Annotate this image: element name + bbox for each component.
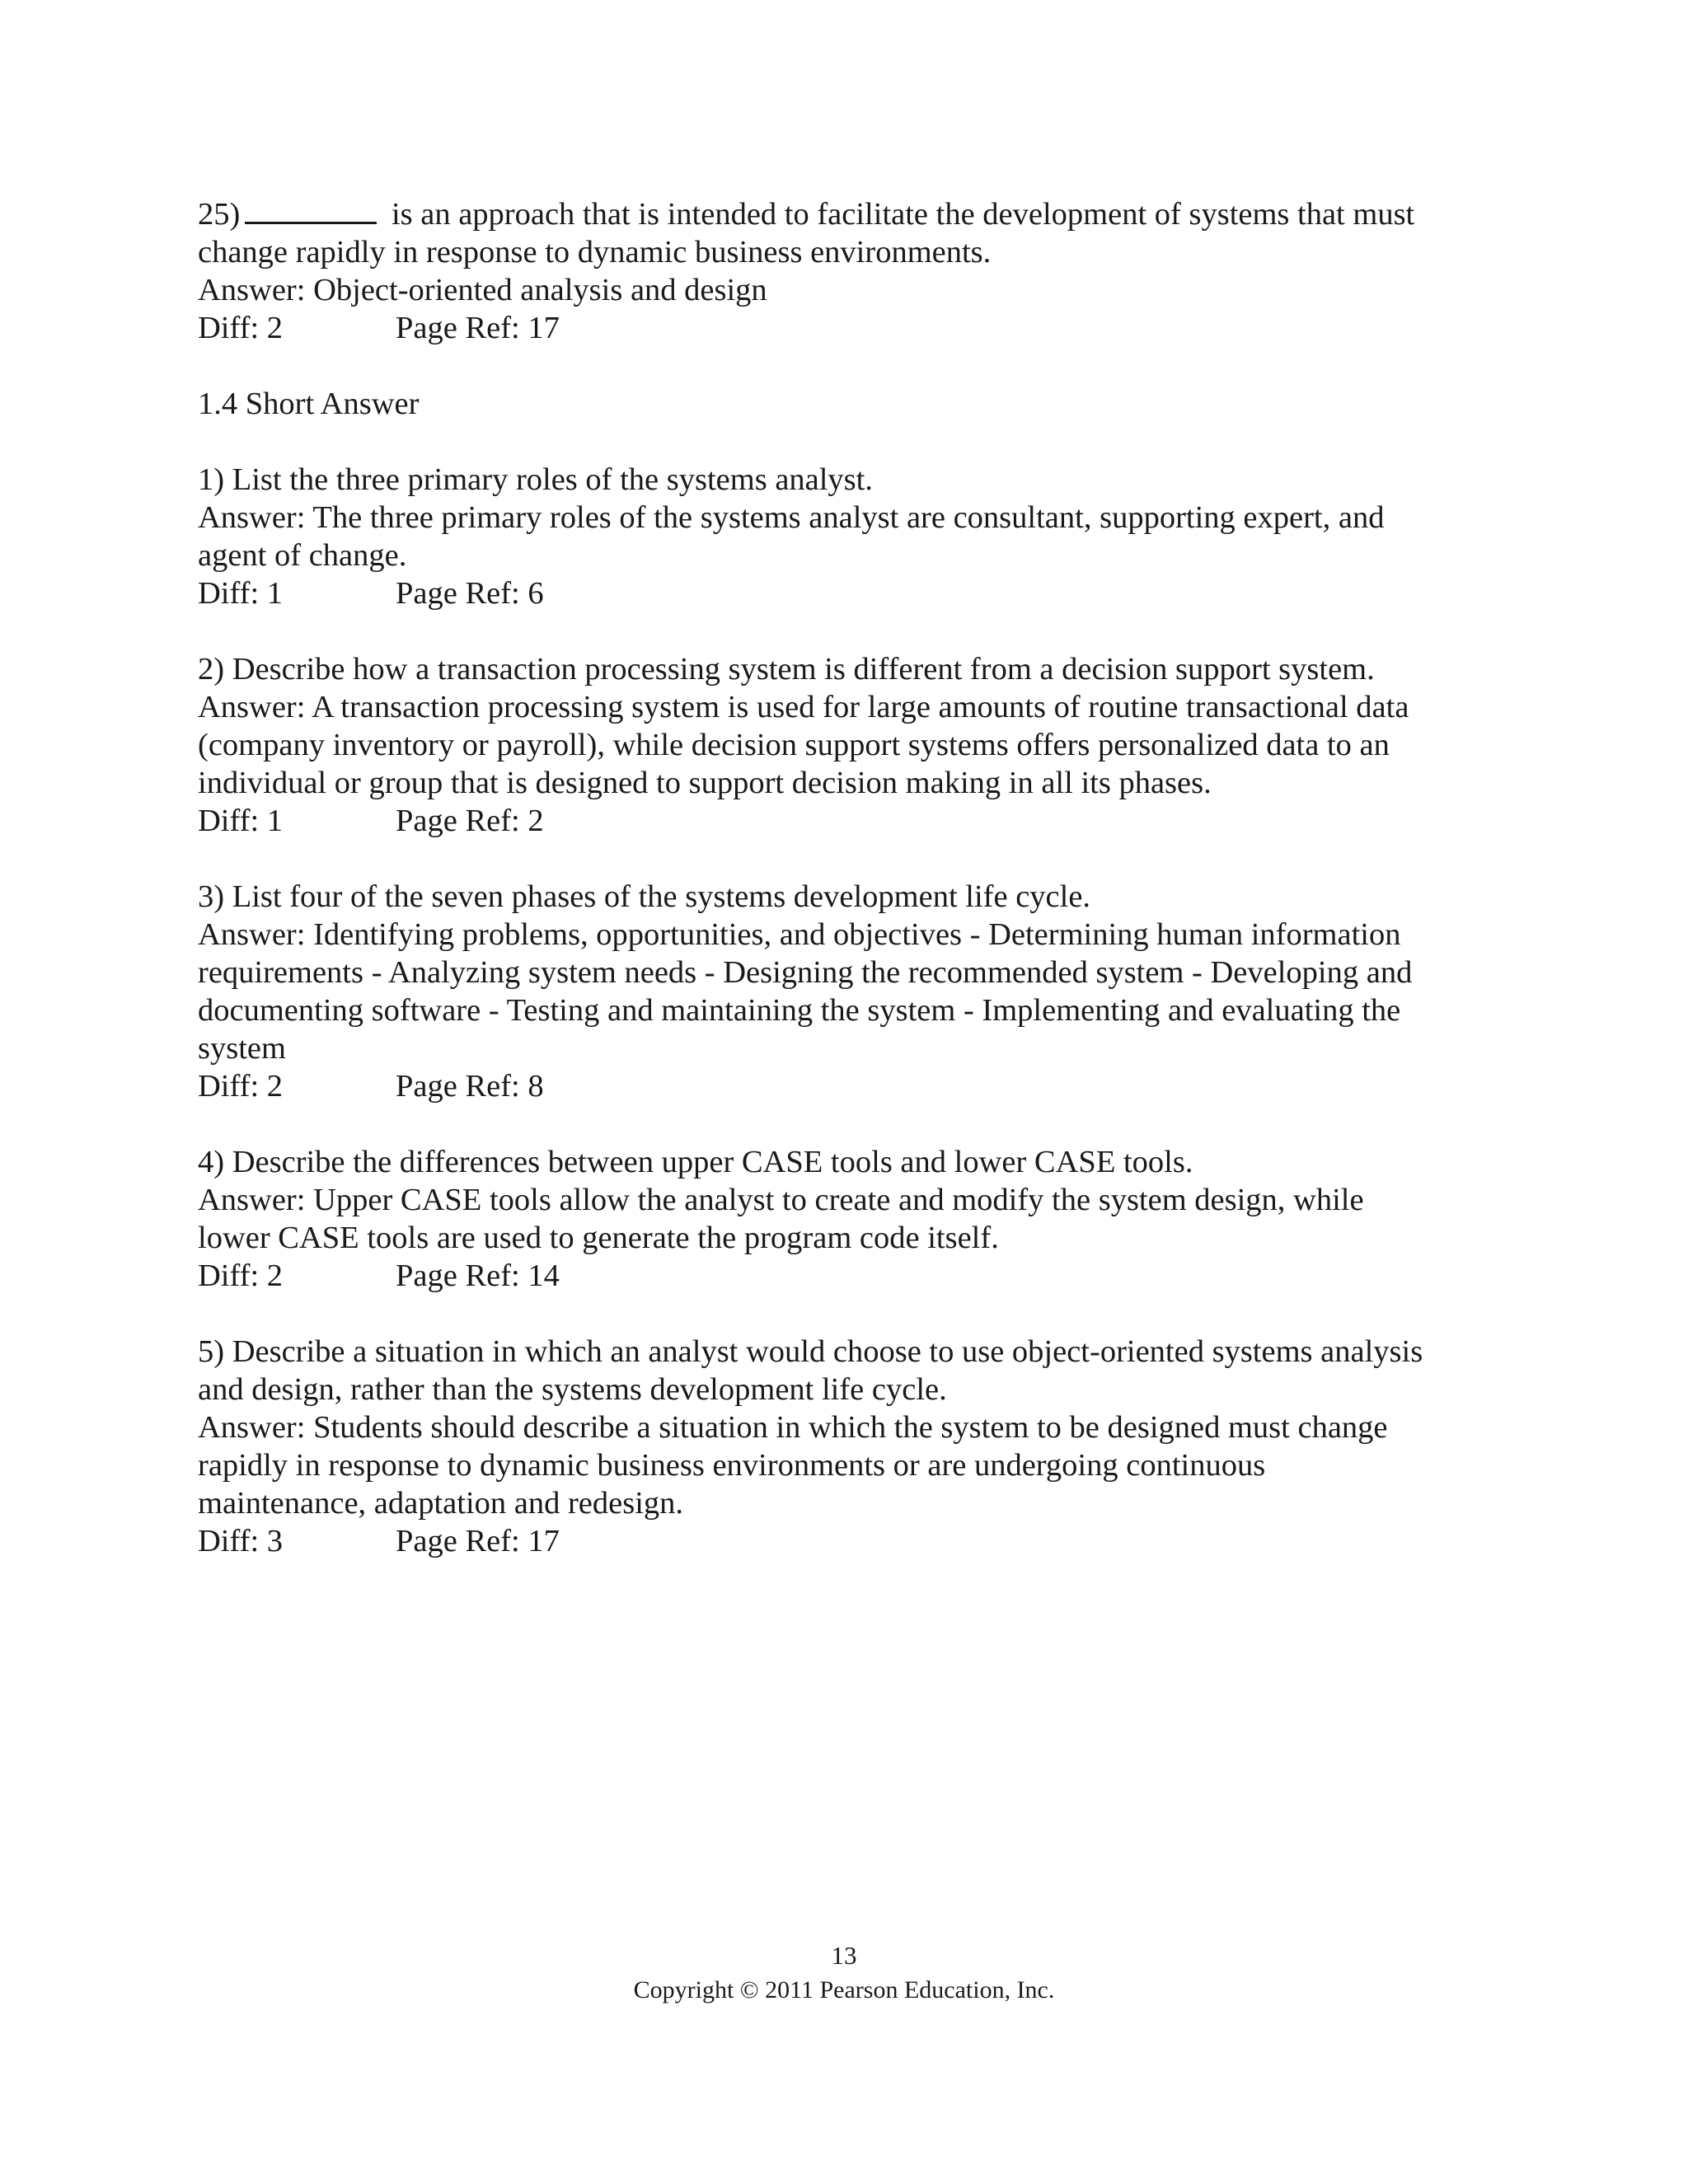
page-ref: Page Ref: 6 [396,576,544,611]
diff-pageref-line [198,574,1517,612]
copyright-notice: Copyright © 2011 Pearson Education, Inc. [633,1976,1055,2004]
answer-line: Answer: Object-oriented analysis and design [198,273,767,307]
diff-pageref-line [198,1257,1517,1295]
answer-line: Answer: A transaction processing system is used for large amounts of routine transactional data [198,690,1409,724]
diff-pageref-line [198,1067,1517,1105]
page-ref: Page Ref: 17 [396,311,560,345]
answer-line: agent of change. [198,538,407,573]
diff-pageref-line [198,1522,1517,1560]
question-text: is an approach that is intended to facilitate the development of systems that must [383,197,1415,232]
question-line: 4) Describe the differences between upper CASE tools and lower CASE tools. [198,1145,1193,1179]
question-line: 3) List four of the seven phases of the systems development life cycle. [198,879,1091,914]
question-number: 25) [198,197,241,232]
difficulty: Diff: 1 [198,576,284,611]
difficulty: Diff: 2 [198,1069,284,1104]
short-answer-question-3 [198,878,1517,1105]
answer-line: documenting software - Testing and maintaining the system - Implementing and evaluating the [198,993,1401,1028]
answer-line: Answer: Students should describe a situation in which the system to be designed must change [198,1410,1388,1445]
diff-pageref-line [198,802,1517,840]
difficulty: Diff: 2 [198,311,284,345]
question-line: 2) Describe how a transaction processing system is different from a decision support system. [198,652,1375,687]
answer-line: requirements - Analyzing system needs - Designing the recommended system - Developing and [198,955,1413,990]
short-answer-question-2 [198,650,1517,840]
answer-line: system [198,1031,286,1066]
answer-line: Answer: Identifying problems, opportunities, and objectives - Determining human information [198,917,1401,952]
short-answer-question-5 [198,1333,1517,1560]
question-25 [198,195,1517,347]
spacer [198,347,1517,385]
difficulty: Diff: 1 [198,804,284,838]
question-25-line-2: change rapidly in response to dynamic business environments. [198,235,992,269]
short-answer-question-4 [198,1143,1517,1295]
page-ref: Page Ref: 8 [396,1069,544,1104]
answer-line: maintenance, adaptation and redesign. [198,1486,684,1521]
page-ref: Page Ref: 14 [396,1258,560,1293]
answer-line: lower CASE tools are used to generate the program code itself. [198,1221,999,1255]
page-number: 13 [831,1941,857,1970]
difficulty: Diff: 3 [198,1524,284,1558]
short-answer-question-1 [198,461,1517,612]
section-heading: 1.4 Short Answer [198,387,420,421]
answer-line: individual or group that is designed to support decision making in all its phases. [198,766,1212,800]
page-content [198,195,1517,1560]
page-ref: Page Ref: 17 [396,1524,560,1558]
fill-in-blank [245,197,377,224]
spacer [198,1105,1517,1143]
question-25-line-1 [198,195,1517,233]
spacer [198,840,1517,878]
difficulty: Diff: 2 [198,1258,284,1293]
answer-line: Answer: The three primary roles of the systems analyst are consultant, supporting expert, and [198,500,1385,535]
page-ref: Page Ref: 2 [396,804,544,838]
answer-line: Answer: Upper CASE tools allow the analyst to create and modify the system design, while [198,1183,1364,1217]
spacer [198,612,1517,650]
answer-line: (company inventory or payroll), while decision support systems offers personalized data to an [198,728,1390,762]
question-line: 5) Describe a situation in which an analyst would choose to use object-oriented systems analysis [198,1334,1423,1369]
answer-line: rapidly in response to dynamic business environments or are undergoing continuous [198,1448,1266,1483]
spacer [198,423,1517,461]
question-line: and design, rather than the systems development life cycle. [198,1372,947,1407]
diff-pageref-line [198,309,1517,347]
spacer [198,1295,1517,1333]
question-line: 1) List the three primary roles of the systems analyst. [198,462,873,497]
